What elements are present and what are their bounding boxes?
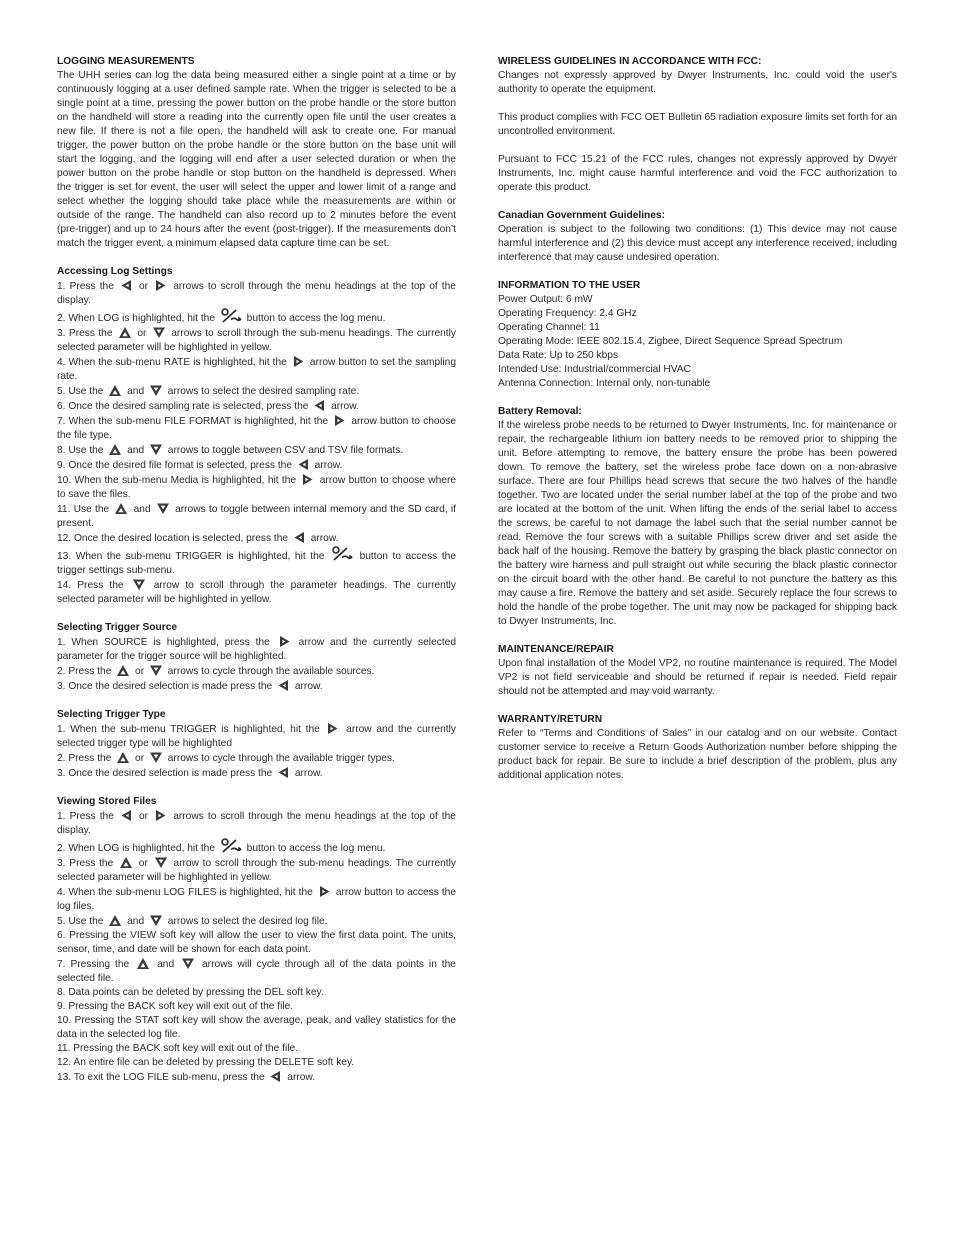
selecting-trigger-type-steps — [57, 722, 456, 781]
step-text: arrow button to set the sampling rate. — [57, 357, 456, 382]
step-text: 3. Press the — [57, 858, 118, 869]
step-item — [57, 473, 456, 502]
step-item — [57, 856, 456, 885]
up-arrow-icon — [119, 856, 133, 869]
step-text: 1. When SOURCE is highlighted, press the — [57, 637, 276, 648]
step-item — [57, 664, 456, 679]
step-text: 6. Once the desired sampling rate is selected, press the — [57, 401, 312, 412]
fcc-section — [498, 55, 897, 195]
step-text: arrow. — [292, 768, 323, 779]
viewing-stored-files-steps — [57, 809, 456, 1085]
down-arrow-icon — [132, 578, 146, 591]
step-text: arrow button to choose where to save the files. — [57, 475, 456, 500]
step-item — [57, 838, 456, 856]
up-arrow-icon — [118, 326, 132, 339]
step-text: arrows to scroll through the sub-menu headings. The currently selected parameter will be highlighted in yellow. — [57, 328, 456, 353]
step-text: and — [130, 504, 154, 515]
viewing-stored-files-heading: Viewing Stored Files — [57, 796, 157, 807]
step-item — [57, 578, 456, 607]
left-column — [57, 55, 456, 1099]
selecting-trigger-type-heading: Selecting Trigger Type — [57, 709, 166, 720]
step-text: arrow. — [328, 401, 359, 412]
step-item — [57, 809, 456, 838]
step-item — [57, 326, 456, 355]
down-arrow-icon — [149, 384, 163, 397]
left-arrow-icon — [120, 809, 133, 822]
log-button-icon — [220, 838, 242, 854]
step-item — [57, 1056, 456, 1070]
down-arrow-icon — [149, 664, 163, 677]
right-arrow-icon — [333, 414, 346, 427]
up-arrow-icon — [108, 914, 122, 927]
step-text: or — [132, 753, 147, 764]
warranty-return-text: Refer to “Terms and Conditions of Sales” in our catalog and on our website. Contact customer service to receive a Return Goods Authorization number before shipping the product back for repair. Be sure to include a brief description of the problem, plus any additional application notes. — [498, 728, 897, 781]
step-text: arrow. — [292, 681, 323, 692]
right-arrow-icon — [292, 355, 305, 368]
down-arrow-icon — [149, 443, 163, 456]
left-arrow-icon — [269, 1070, 282, 1083]
down-arrow-icon — [152, 326, 166, 339]
log-button-icon — [331, 546, 353, 562]
step-item — [57, 443, 456, 458]
step-item — [57, 679, 456, 694]
step-text: and — [124, 386, 147, 397]
selecting-trigger-source-heading: Selecting Trigger Source — [57, 622, 178, 633]
step-text: arrows to scroll through the menu headings at the top of the display. — [57, 811, 456, 836]
info-line: Operating Channel: 11 — [498, 322, 600, 333]
down-arrow-icon — [154, 856, 168, 869]
right-column — [498, 55, 897, 797]
step-text: or — [134, 281, 153, 292]
step-item — [57, 885, 456, 914]
step-text: arrow and the currently selected parameter for the trigger source will be highlighted. — [57, 637, 456, 662]
selecting-trigger-type-section — [57, 708, 456, 781]
step-text: 4. When the sub-menu RATE is highlighted, hit the — [57, 357, 290, 368]
information-to-user-section — [498, 279, 897, 391]
down-arrow-icon — [156, 502, 170, 515]
step-item — [57, 531, 456, 546]
info-line: Operating Mode: IEEE 802.15.4, Zigbee, Direct Sequence Spread Spectrum — [498, 336, 843, 347]
step-text: and — [124, 445, 147, 456]
step-text: arrows to select the desired log file. — [164, 916, 328, 927]
step-item — [57, 355, 456, 384]
battery-removal-text: If the wireless probe needs to be returned to Dwyer Instruments, Inc. for maintenance or repair, the rechargeable lithium ion battery needs to be removed prior to shipping the unit. Before attempting to remove, the battery ensure the probe has been powered down. To remove the battery, set the wireless probe face down on a non-abrasive surface. There are four Phillips head screws that secure the two halves of the handle together. Two are located under the serial number label at the top of the probe and two are located at the bottom of the unit. When lifting the ends of the serial label to access the screws, be careful to not damage the label such that the serial number cannot be read. Remove the four screws with a suitable Phillips screw driver and set aside the back half of the housing. Remove the battery by grasping the black plastic connector on the battery wire harness and pull straight out while securing the black plastic connector on the circuit board with the other hand. Be careful to not puncture the battery as this may cause a fire. Remove the battery and set aside. Securely replace the four screws to hold the handle of the probe together. The unit may now be packaged for shipping back to Dwyer Instruments, Inc. — [498, 420, 897, 627]
step-text: 8. Data points can be deleted by pressing the DEL soft key. — [57, 987, 324, 998]
step-text: arrow to scroll through the parameter headings. The currently selected parameter will be highlighted in yellow. — [57, 580, 457, 605]
selecting-trigger-source-section — [57, 621, 456, 694]
left-arrow-icon — [277, 766, 290, 779]
fcc-paragraph-1: Changes not expressly approved by Dwyer Instruments, Inc. could void the user's authority to operate the equipment. — [498, 70, 897, 95]
up-arrow-icon — [116, 751, 130, 764]
step-text: 7. When the sub-menu FILE FORMAT is highlighted, hit the — [57, 416, 332, 427]
logging-measurements-text: The UHH series can log the data being measured either a single point at a time or by continuously logging at a user defined sample rate. When the trigger is selected to be a single point at a time, pressing the power button on the probe handle or the store button on the handheld will store a reading into the currently open file until the user creates a new file. If there is not a file open, the handheld will ask to create one. For manual trigger, the power button on the probe handle or the store button on the base unit will start the logging, and the logging will end after a user selected duration or when the power button on the probe handle or stop button on the handheld is depressed. When the trigger is set for event, the user will select the upper and lower limit of a range and select whether the logging should take place while the measurements are within or outside of the range. The handheld can also record up to 2 minutes before the event (pre-trigger) and up to 24 hours after the event (post-trigger). If the measurements don’t match the trigger event, a minimum elapsed data capture time can be set. — [57, 70, 456, 249]
step-text: 2. When LOG is highlighted, hit the — [57, 843, 218, 854]
step-text: arrows will cycle through all of the data points in the selected file. — [57, 959, 456, 984]
step-text: 13. When the sub-menu TRIGGER is highlighted, hit the — [57, 551, 330, 562]
step-text: button to access the log menu. — [243, 843, 386, 854]
step-item — [57, 384, 456, 399]
left-arrow-icon — [313, 399, 326, 412]
maintenance-repair-section — [498, 643, 897, 699]
canadian-guidelines-heading: Canadian Government Guidelines: — [498, 210, 665, 221]
step-text: 1. Press the — [57, 811, 118, 822]
up-arrow-icon — [136, 957, 150, 970]
info-line: Intended Use: Industrial/commercial HVAC — [498, 364, 691, 375]
step-text: 12. An entire file can be deleted by pressing the DELETE soft key. — [57, 1057, 355, 1068]
down-arrow-icon — [149, 751, 163, 764]
log-button-icon — [220, 308, 242, 324]
step-item — [57, 929, 456, 957]
step-text: arrow. — [311, 460, 343, 471]
step-text: 9. Once the desired file format is selected, press the — [57, 460, 295, 471]
logging-measurements-section — [57, 55, 456, 251]
step-text: 2. Press the — [57, 753, 115, 764]
step-text: 4. When the sub-menu LOG FILES is highlighted, hit the — [57, 887, 316, 898]
step-item — [57, 308, 456, 326]
step-text: 9. Pressing the BACK soft key will exit out of the file. — [57, 1001, 294, 1012]
step-text: 10. Pressing the STAT soft key will show the average, peak, and valley statistics for the data in the selected log file. — [57, 1015, 456, 1040]
step-text: 11. Use the — [57, 504, 113, 515]
info-line: Antenna Connection: Internal only, non-tunable — [498, 378, 711, 389]
right-arrow-icon — [318, 885, 331, 898]
up-arrow-icon — [108, 384, 122, 397]
step-text: arrow. — [284, 1072, 316, 1083]
step-text: 8. Use the — [57, 445, 107, 456]
step-text: or — [135, 858, 152, 869]
step-item — [57, 458, 456, 473]
step-item — [57, 502, 456, 531]
step-text: arrows to cycle through the available trigger types. — [164, 753, 395, 764]
right-arrow-icon — [154, 279, 167, 292]
step-item — [57, 766, 456, 781]
step-item — [57, 914, 456, 929]
fcc-heading: WIRELESS GUIDELINES IN ACCORDANCE WITH FCC: — [498, 56, 762, 67]
step-text: 10. When the sub-menu Media is highlighted, hit the — [57, 475, 300, 486]
step-text: 1. When the sub-menu TRIGGER is highlighted, hit the — [57, 724, 325, 735]
canadian-guidelines-text: Operation is subject to the following two conditions: (1) This device may not cause harmful interference and (2) this device must accept any interference received, including interference that may cause undesired operation. — [498, 224, 897, 263]
right-arrow-icon — [301, 473, 314, 486]
step-item — [57, 635, 456, 664]
step-text: arrows to scroll through the menu headings at the top of the display. — [57, 281, 456, 306]
step-item — [57, 399, 456, 414]
step-item — [57, 546, 456, 578]
step-item — [57, 1014, 456, 1042]
step-text: 1. Press the — [57, 281, 118, 292]
warranty-return-section — [498, 713, 897, 783]
step-text: arrow to scroll through the sub-menu headings. The currently selected parameter will be highlighted in yellow. — [57, 858, 456, 883]
step-text: 11. Pressing the BACK soft key will exit out of the file. — [57, 1043, 299, 1054]
left-arrow-icon — [293, 531, 306, 544]
up-arrow-icon — [114, 502, 128, 515]
info-line: Data Rate: Up to 250 kbps — [498, 350, 619, 361]
step-text: and — [124, 916, 147, 927]
step-text: arrow and the currently selected trigger type will be highlighted — [57, 724, 456, 749]
step-item — [57, 986, 456, 1000]
up-arrow-icon — [116, 664, 130, 677]
battery-removal-section — [498, 405, 897, 629]
step-text: or — [132, 666, 147, 677]
down-arrow-icon — [181, 957, 195, 970]
step-text: 13. To exit the LOG FILE sub-menu, press the — [57, 1072, 268, 1083]
step-text: 6. Pressing the VIEW soft key will allow the user to view the first data point. The units, sensor, time, and date will be shown for each data point. — [57, 930, 456, 955]
step-text: 5. Use the — [57, 916, 107, 927]
step-text: arrows to select the desired sampling rate. — [164, 386, 360, 397]
left-arrow-icon — [297, 458, 310, 471]
step-text: 12. Once the desired location is selected, press the — [57, 533, 291, 544]
fcc-paragraph-3: Pursuant to FCC 15.21 of the FCC rules, changes not expressly approved by Dwyer Instruments, Inc. might cause harmful interference and void the FCC authorization to operate this product. — [498, 154, 897, 193]
step-text: arrows to toggle between internal memory and the SD card, if present. — [57, 504, 456, 529]
step-text: button to access the trigger settings sub-menu. — [57, 551, 456, 576]
step-item — [57, 722, 456, 751]
step-text: 7. Pressing the — [57, 959, 135, 970]
warranty-return-heading: WARRANTY/RETURN — [498, 714, 603, 725]
battery-removal-heading: Battery Removal: — [498, 406, 582, 417]
step-text: and — [152, 959, 180, 970]
information-to-user-heading: INFORMATION TO THE USER — [498, 280, 641, 291]
accessing-log-settings-steps — [57, 279, 456, 607]
step-item — [57, 414, 456, 443]
step-text: 5. Use the — [57, 386, 107, 397]
maintenance-repair-text: Upon final installation of the Model VP2, no routine maintenance is required. The Model VP2 is not field serviceable and should be returned if repair is needed. Field repair should not be attempted and may void warranty. — [498, 658, 897, 697]
left-arrow-icon — [277, 679, 290, 692]
up-arrow-icon — [108, 443, 122, 456]
step-text: 2. Press the — [57, 666, 115, 677]
step-text: 14. Press the — [57, 580, 130, 591]
logging-measurements-heading: LOGGING MEASUREMENTS — [57, 56, 195, 67]
step-text: or — [133, 328, 150, 339]
step-item — [57, 957, 456, 986]
step-item — [57, 751, 456, 766]
selecting-trigger-source-steps — [57, 635, 456, 694]
maintenance-repair-heading: MAINTENANCE/REPAIR — [498, 644, 614, 655]
step-item — [57, 1000, 456, 1014]
left-arrow-icon — [120, 279, 133, 292]
canadian-guidelines-section — [498, 209, 897, 265]
step-text: arrow. — [307, 533, 339, 544]
step-text: 2. When LOG is highlighted, hit the — [57, 313, 218, 324]
info-line: Power Output: 6 mW — [498, 294, 593, 305]
accessing-log-settings-section — [57, 265, 456, 607]
step-text: 3. Once the desired selection is made press the — [57, 768, 276, 779]
step-text: 3. Press the — [57, 328, 116, 339]
down-arrow-icon — [149, 914, 163, 927]
step-text: arrow button to access the log files. — [57, 887, 456, 912]
step-text: button to access the log menu. — [243, 313, 386, 324]
step-text: arrows to toggle between CSV and TSV file formats. — [164, 445, 404, 456]
right-arrow-icon — [326, 722, 339, 735]
step-text: 3. Once the desired selection is made press the — [57, 681, 276, 692]
fcc-paragraph-2: This product complies with FCC OET Bulletin 65 radiation exposure limits set forth for an uncontrolled environment. — [498, 112, 897, 137]
right-arrow-icon — [154, 809, 167, 822]
step-item — [57, 1070, 456, 1085]
accessing-log-settings-heading: Accessing Log Settings — [57, 266, 173, 277]
step-text: or — [134, 811, 153, 822]
step-item — [57, 1042, 456, 1056]
step-text: arrows to cycle through the available sources. — [164, 666, 375, 677]
right-arrow-icon — [278, 635, 291, 648]
step-text: arrow button to choose the file type. — [57, 416, 456, 441]
info-line: Operating Frequency: 2.4 GHz — [498, 308, 637, 319]
step-item — [57, 279, 456, 308]
viewing-stored-files-section — [57, 795, 456, 1085]
